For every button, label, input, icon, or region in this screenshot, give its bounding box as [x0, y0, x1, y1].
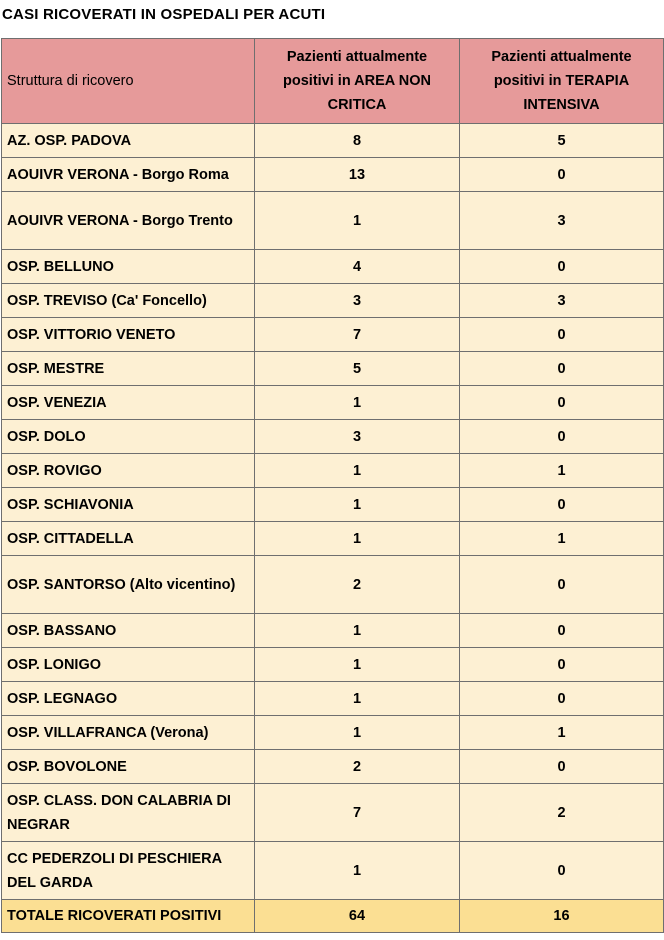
table-row	[2, 842, 664, 900]
table-row	[2, 522, 664, 556]
table-row	[2, 682, 664, 716]
table-row	[2, 556, 664, 614]
table-row	[2, 784, 664, 842]
hospital-name: OSP. MESTRE	[2, 352, 255, 386]
table-row	[2, 488, 664, 522]
area-non-critica-count: 1	[255, 682, 460, 716]
hospital-name: OSP. BOVOLONE	[2, 750, 255, 784]
terapia-intensiva-count: 1	[460, 716, 664, 750]
table-row	[2, 158, 664, 192]
area-non-critica-count: 1	[255, 488, 460, 522]
total-area-non-critica: 64	[255, 900, 460, 933]
area-non-critica-count: 13	[255, 158, 460, 192]
column-header-terapia-intensiva: Pazienti attualmente positivi in TERAPIA INTENSIVA	[460, 39, 664, 124]
table-row	[2, 750, 664, 784]
hospital-cases-table	[1, 38, 664, 933]
hospital-name: AOUIVR VERONA - Borgo Trento	[2, 192, 255, 250]
terapia-intensiva-count: 0	[460, 488, 664, 522]
terapia-intensiva-count: 0	[460, 250, 664, 284]
table-row	[2, 386, 664, 420]
area-non-critica-count: 1	[255, 842, 460, 900]
terapia-intensiva-count: 0	[460, 352, 664, 386]
area-non-critica-count: 3	[255, 420, 460, 454]
table-row	[2, 420, 664, 454]
terapia-intensiva-count: 0	[460, 648, 664, 682]
hospital-name: OSP. VILLAFRANCA (Verona)	[2, 716, 255, 750]
terapia-intensiva-count: 1	[460, 522, 664, 556]
area-non-critica-count: 1	[255, 454, 460, 488]
hospital-name: OSP. VITTORIO VENETO	[2, 318, 255, 352]
area-non-critica-count: 5	[255, 352, 460, 386]
hospital-name: OSP. VENEZIA	[2, 386, 255, 420]
hospital-name: OSP. BASSANO	[2, 614, 255, 648]
column-header-struttura: Struttura di ricovero	[2, 39, 255, 124]
table-row	[2, 648, 664, 682]
total-label: TOTALE RICOVERATI POSITIVI	[2, 900, 255, 933]
table-row	[2, 124, 664, 158]
terapia-intensiva-count: 0	[460, 842, 664, 900]
terapia-intensiva-count: 3	[460, 192, 664, 250]
hospital-name: OSP. SANTORSO (Alto vicentino)	[2, 556, 255, 614]
terapia-intensiva-count: 2	[460, 784, 664, 842]
table-row	[2, 614, 664, 648]
area-non-critica-count: 7	[255, 318, 460, 352]
terapia-intensiva-count: 0	[460, 386, 664, 420]
table-row	[2, 192, 664, 250]
hospital-name: OSP. LEGNAGO	[2, 682, 255, 716]
terapia-intensiva-count: 5	[460, 124, 664, 158]
area-non-critica-count: 1	[255, 192, 460, 250]
hospital-name: OSP. CLASS. DON CALABRIA DI NEGRAR	[2, 784, 255, 842]
terapia-intensiva-count: 0	[460, 318, 664, 352]
terapia-intensiva-count: 0	[460, 158, 664, 192]
area-non-critica-count: 2	[255, 556, 460, 614]
hospital-name: OSP. BELLUNO	[2, 250, 255, 284]
area-non-critica-count: 1	[255, 614, 460, 648]
hospital-name: OSP. ROVIGO	[2, 454, 255, 488]
area-non-critica-count: 7	[255, 784, 460, 842]
hospital-name: CC PEDERZOLI DI PESCHIERA DEL GARDA	[2, 842, 255, 900]
terapia-intensiva-count: 0	[460, 750, 664, 784]
hospital-name: AZ. OSP. PADOVA	[2, 124, 255, 158]
page-title: CASI RICOVERATI IN OSPEDALI PER ACUTI	[2, 6, 326, 23]
area-non-critica-count: 4	[255, 250, 460, 284]
area-non-critica-count: 1	[255, 648, 460, 682]
table-row	[2, 250, 664, 284]
terapia-intensiva-count: 0	[460, 556, 664, 614]
area-non-critica-count: 8	[255, 124, 460, 158]
table-row	[2, 716, 664, 750]
table-row	[2, 454, 664, 488]
area-non-critica-count: 2	[255, 750, 460, 784]
table-row	[2, 284, 664, 318]
area-non-critica-count: 3	[255, 284, 460, 318]
hospital-name: OSP. TREVISO (Ca' Foncello)	[2, 284, 255, 318]
hospital-name: OSP. LONIGO	[2, 648, 255, 682]
terapia-intensiva-count: 0	[460, 682, 664, 716]
total-row	[2, 900, 664, 933]
area-non-critica-count: 1	[255, 716, 460, 750]
hospital-name: OSP. DOLO	[2, 420, 255, 454]
table-row	[2, 352, 664, 386]
terapia-intensiva-count: 1	[460, 454, 664, 488]
area-non-critica-count: 1	[255, 386, 460, 420]
column-header-area-non-critica: Pazienti attualmente positivi in AREA NON CRITICA	[255, 39, 460, 124]
table-header-row	[2, 39, 664, 124]
terapia-intensiva-count: 0	[460, 420, 664, 454]
hospital-name: OSP. SCHIAVONIA	[2, 488, 255, 522]
terapia-intensiva-count: 3	[460, 284, 664, 318]
hospital-name: AOUIVR VERONA - Borgo Roma	[2, 158, 255, 192]
table-row	[2, 318, 664, 352]
terapia-intensiva-count: 0	[460, 614, 664, 648]
hospital-name: OSP. CITTADELLA	[2, 522, 255, 556]
total-terapia-intensiva: 16	[460, 900, 664, 933]
area-non-critica-count: 1	[255, 522, 460, 556]
